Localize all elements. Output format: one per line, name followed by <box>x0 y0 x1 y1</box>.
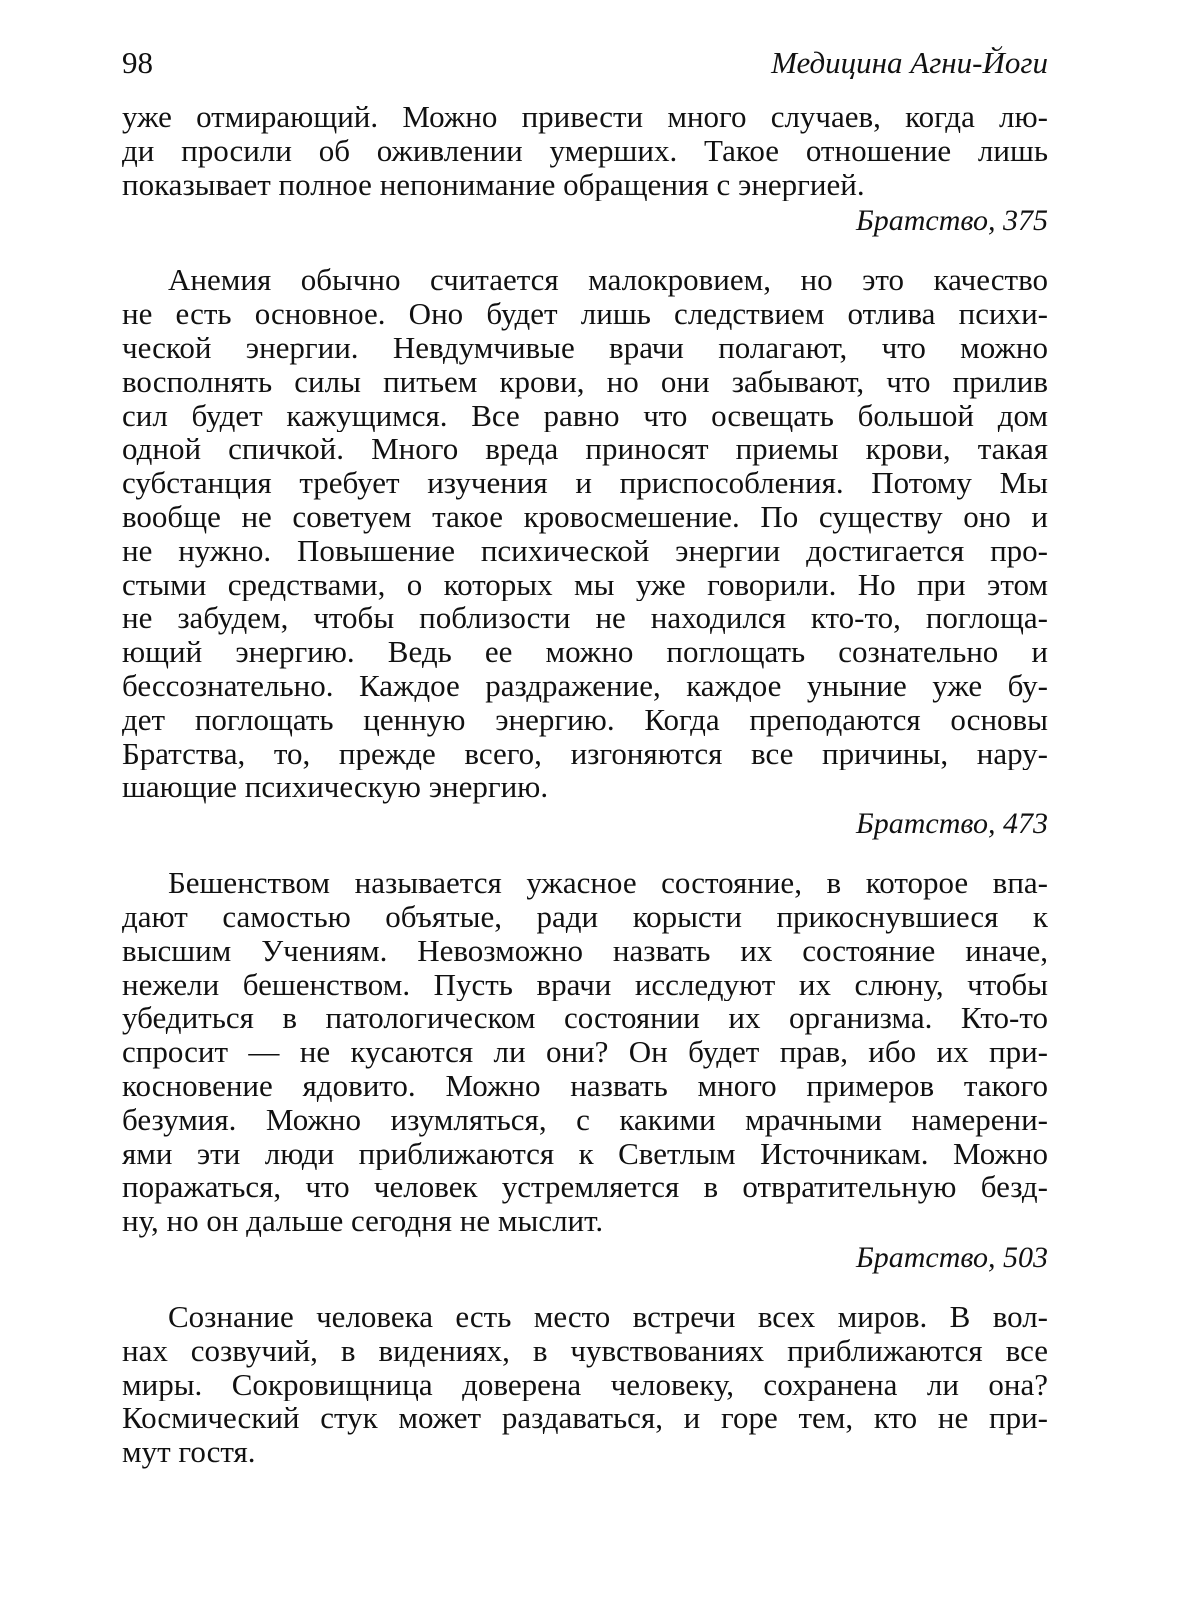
text-line: шающие психическую энергию. <box>122 770 549 805</box>
source-citation: Братство, 375 <box>856 204 1048 238</box>
text-line: восполнять силы питьем крови, но они забывают, что прилив <box>122 364 1048 399</box>
text-line: одной спичкой. Много вреда приносят приемы крови, такая <box>122 432 1048 467</box>
page-body <box>122 100 1048 1469</box>
text-line: вообще не советуем такое кровосмешение. По существу оно и <box>122 499 1048 534</box>
paragraph <box>122 866 1048 1276</box>
text-line: бессознательно. Каждое раздражение, каждое уныние уже бу- <box>122 668 1048 703</box>
text-line: не есть основное. Оно будет лишь следствием отлива психи- <box>122 297 1048 331</box>
text-line: ющий энергию. Ведь ее можно поглощать сознательно и <box>122 635 1048 669</box>
page-number: 98 <box>122 45 153 80</box>
text-line: Бешенством называется ужасное состояние, в которое впа- <box>168 866 1048 900</box>
text-line: ческой энергии. Невдумчивые врачи полагают, что можно <box>122 330 1048 365</box>
source-citation: Братство, 473 <box>856 807 1048 841</box>
running-title: Медицина Агни-Йоги <box>771 45 1048 80</box>
text-line: уже отмирающий. Можно привести много случаев, когда лю- <box>122 100 1048 134</box>
text-line: убедиться в патологическом состоянии их организма. Кто-то <box>122 1001 1048 1036</box>
text-line: Анемия обычно считается малокровием, но это качество <box>168 263 1048 298</box>
text-line: ну, но он дальше сегодня не мыслит. <box>122 1204 604 1238</box>
text-line: сил будет кажущимся. Все равно что освещать большой дом <box>122 398 1048 433</box>
paragraph <box>122 1300 1048 1469</box>
text-line: ди просили об оживлении умерших. Такое отношение лишь <box>122 133 1048 168</box>
text-line: ями эти люди приближаются к Светлым Источникам. Можно <box>122 1136 1048 1171</box>
paragraph <box>122 263 1048 842</box>
text-line: безумия. Можно изумляться, с какими мрачными намерени- <box>122 1102 1048 1137</box>
text-line: мут гостя. <box>122 1435 256 1469</box>
text-line: показывает полное непонимание обращения с энергией. <box>122 167 865 202</box>
text-line: поражаться, что человек устремляется в отвратительную безд- <box>122 1170 1048 1205</box>
text-line: стыми средствами, о которых мы уже говорили. Но при этом <box>122 567 1048 602</box>
text-line: Сознание человека есть место встречи всех миров. В вол- <box>168 1299 1048 1334</box>
text-line: спросит — не кусаются ли они? Он будет прав, ибо их при- <box>122 1035 1048 1069</box>
text-line: Космический стук может раздаваться, и горе тем, кто не при- <box>122 1401 1048 1436</box>
text-line: миры. Сокровищница доверена человеку, сохранена ли она? <box>122 1367 1048 1402</box>
text-line: субстанция требует изучения и приспособления. Потому Мы <box>122 466 1048 500</box>
page-header <box>122 38 1048 88</box>
text-line: дают самостью объятые, ради корысти прикоснувшиеся к <box>122 899 1048 934</box>
text-line: Братства, то, прежде всего, изгоняются все причины, нару- <box>122 736 1048 771</box>
text-line: косновение ядовито. Можно назвать много примеров такого <box>122 1068 1048 1103</box>
source-citation: Братство, 503 <box>856 1240 1048 1274</box>
text-line: не забудем, чтобы поблизости не находился кто-то, поглоща- <box>122 601 1048 636</box>
paragraph <box>122 100 1048 239</box>
text-line: не нужно. Повышение психической энергии достигается про- <box>122 533 1048 568</box>
text-line: высшим Учениям. Невозможно назвать их состояние иначе, <box>122 933 1048 968</box>
text-line: нах созвучий, в видениях, в чувствованиях приближаются все <box>122 1333 1048 1368</box>
book-page <box>122 38 1048 1469</box>
text-line: дет поглощать ценную энергию. Когда преподаются основы <box>122 702 1048 737</box>
text-line: нежели бешенством. Пусть врачи исследуют их слюну, чтобы <box>122 967 1048 1002</box>
